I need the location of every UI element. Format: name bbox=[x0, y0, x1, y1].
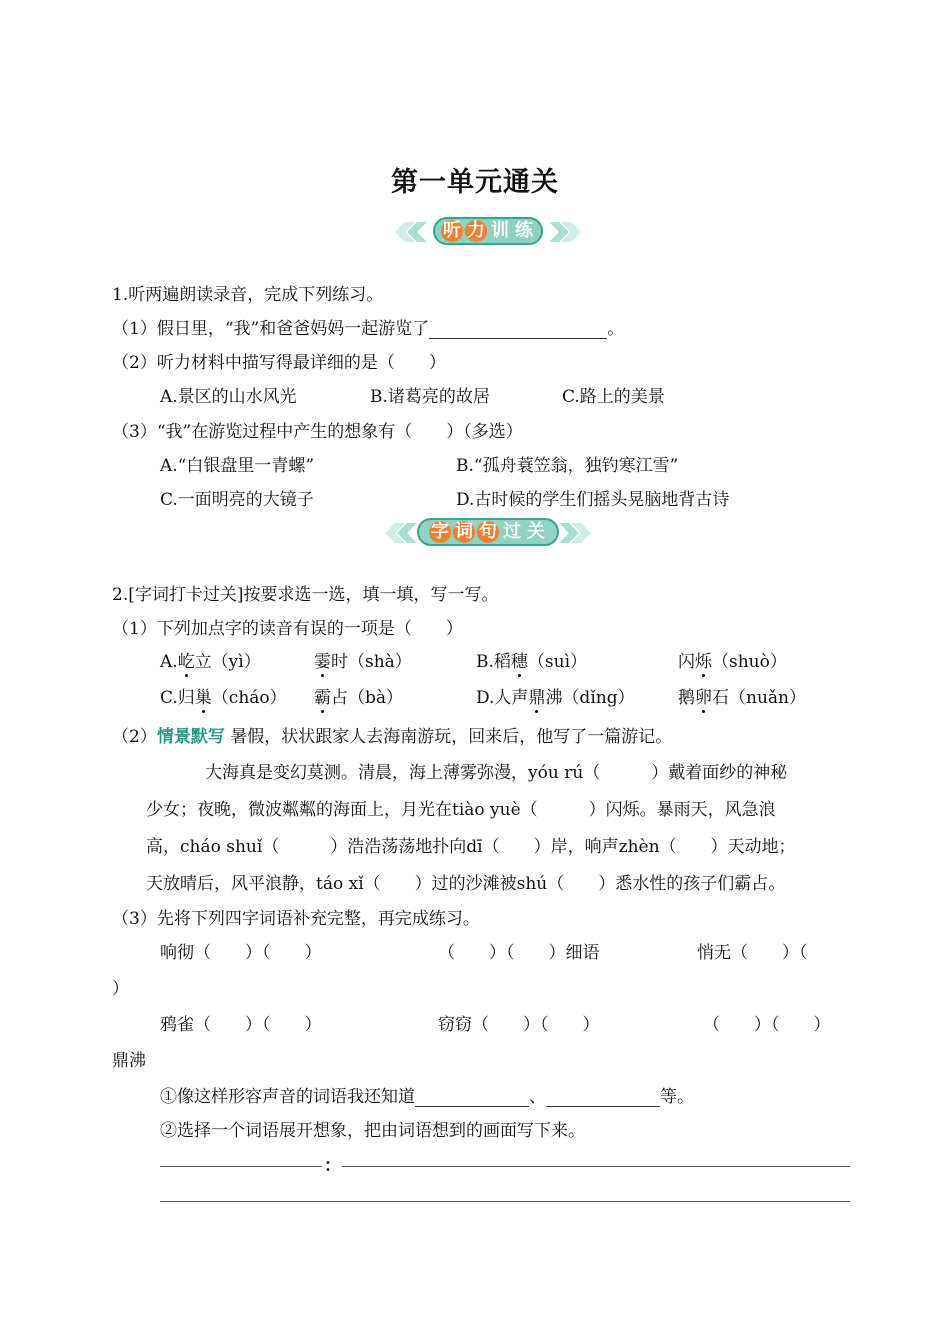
q1-heading: 1.听两遍朗读录音，完成下列练习。 bbox=[112, 285, 384, 305]
q2-option bbox=[314, 683, 403, 708]
option-text: （shuò） bbox=[712, 652, 787, 672]
q2-option bbox=[476, 683, 635, 708]
banner-char: 练 bbox=[515, 220, 533, 241]
dotted-char: 穗 bbox=[510, 652, 528, 672]
answer-line[interactable] bbox=[342, 1166, 850, 1167]
option-text: （cháo） bbox=[211, 688, 287, 708]
passage-line: 高，cháo shuǐ（ ）浩浩荡荡地扑向dī（ ）岸，响声zhèn（ ）天动地； bbox=[146, 837, 796, 857]
sub-label: （2） bbox=[112, 727, 157, 747]
answer-blank[interactable] bbox=[415, 1088, 529, 1107]
q2-sub3: （3）先将下列四字词语补充完整，再完成练习。 bbox=[112, 909, 480, 929]
dotted-char: 霸 bbox=[314, 688, 331, 708]
task-text: ①像这样形容声音的词语我还知道 bbox=[160, 1087, 415, 1107]
banner-char: 句 bbox=[479, 521, 497, 542]
option-text: 占（bà） bbox=[331, 688, 404, 708]
q2-option bbox=[678, 647, 787, 672]
banner-char: 训 bbox=[491, 220, 509, 241]
q2-heading: 2.[字词打卡过关]按要求选一选，填一填，写一写。 bbox=[112, 585, 499, 605]
banner-char: 听 bbox=[443, 220, 461, 241]
q2-sub1: （1）下列加点字的读音有误的一项是（ ） bbox=[112, 619, 463, 639]
q1-part2: （2）听力材料中描写得最详细的是（ ） bbox=[112, 353, 446, 373]
scene-dictation-tag: 情景默写 bbox=[156, 727, 225, 747]
q1-part1 bbox=[112, 314, 624, 339]
passage-line: 少女；夜晚，微波粼粼的海面上，月光在tiào yuè（ ）闪烁。暴雨天，风急浪 bbox=[146, 800, 776, 820]
page-title: 第一单元通关 bbox=[391, 167, 559, 198]
q2-option bbox=[678, 683, 806, 708]
dotted-char: 卵 bbox=[695, 688, 712, 708]
banner-char: 过 bbox=[503, 521, 521, 542]
option-text: B.稻 bbox=[476, 652, 511, 672]
dotted-char: 鼎 bbox=[528, 688, 546, 708]
q1-p3-option-a: A.“白银盘里一青螺” bbox=[160, 456, 315, 476]
option-text: 石（nuǎn） bbox=[712, 688, 806, 708]
colon: ： bbox=[324, 1156, 341, 1176]
q1-part3: （3）“我”在游览过程中产生的想象有（ ）（多选） bbox=[112, 422, 523, 442]
idiom-blank: 窃窃（ ）（ ） bbox=[438, 1015, 600, 1035]
idiom-blank: 响彻（ ）（ ） bbox=[160, 943, 322, 963]
section-banner-listening bbox=[393, 215, 583, 249]
banner-char: 关 bbox=[527, 521, 545, 542]
option-text: 立（yì） bbox=[194, 652, 261, 672]
task-sep: 、 bbox=[529, 1087, 546, 1107]
q2-option bbox=[314, 647, 412, 672]
answer-blank[interactable] bbox=[429, 320, 607, 339]
answer-blank[interactable] bbox=[546, 1088, 660, 1107]
option-text: C.归 bbox=[160, 688, 195, 708]
q2-sub2 bbox=[112, 722, 672, 747]
banner-char: 词 bbox=[455, 521, 473, 542]
option-text: 时（shà） bbox=[331, 652, 412, 672]
option-text: 闪 bbox=[678, 652, 695, 672]
q1-p3-option-b: B.“孤舟蓑笠翁，独钓寒江雪” bbox=[456, 456, 679, 476]
idiom-blank: 鸦雀（ ）（ ） bbox=[160, 1015, 322, 1035]
q2-sub3-task1 bbox=[160, 1082, 694, 1107]
idiom-blank: （ ）（ ）细语 bbox=[438, 943, 600, 963]
option-text: 沸（dǐng） bbox=[545, 688, 635, 708]
answer-line[interactable] bbox=[160, 1201, 850, 1202]
q1-option-a: A.景区的山水风光 bbox=[160, 387, 297, 407]
q2-sub3-task2: ②选择一个词语展开想象，把由词语想到的画面写下来。 bbox=[160, 1121, 585, 1141]
answer-line-word[interactable] bbox=[160, 1166, 322, 1167]
dotted-char: 屹 bbox=[177, 652, 195, 672]
option-text: （suì） bbox=[527, 652, 588, 672]
q1-option-b: B.诸葛亮的故居 bbox=[370, 387, 490, 407]
banner-pill bbox=[433, 217, 543, 245]
q2-option bbox=[160, 683, 287, 708]
dotted-char: 烁 bbox=[695, 652, 712, 672]
option-text: D.人声 bbox=[476, 688, 529, 708]
q1-option-c: C.路上的美景 bbox=[562, 387, 665, 407]
q1-part1-text: （1）假日里，“我”和爸爸妈妈一起游览了 bbox=[112, 319, 430, 339]
banner-char: 字 bbox=[431, 521, 449, 542]
q1-p3-option-c: C.一面明亮的大镜子 bbox=[160, 490, 314, 510]
q1-p3-option-d: D.古时候的学生们摇头晃脑地背古诗 bbox=[456, 490, 730, 510]
q2-option bbox=[476, 647, 587, 672]
sub-intro: 暑假，状状跟家人去海南游玩，回来后，他写了一篇游记。 bbox=[230, 727, 673, 747]
q1-part1-end: 。 bbox=[607, 319, 625, 339]
banner-char: 力 bbox=[467, 220, 485, 241]
option-text: 鹅 bbox=[678, 688, 695, 708]
passage-line: 大海真是变幻莫测。清晨，海上薄雾弥漫，yóu rú（ ）戴着面纱的神秘 bbox=[205, 763, 788, 783]
task-end: 等。 bbox=[660, 1087, 694, 1107]
option-text: A. bbox=[160, 652, 178, 672]
dotted-char: 霎 bbox=[314, 652, 331, 672]
passage-line: 天放晴后，风平浪静，táo xǐ（ ）过的沙滩被shú（ ）悉水性的孩子们霸占。 bbox=[146, 874, 786, 894]
idiom-blank: （ ）（ ） bbox=[703, 1015, 831, 1035]
dotted-char: 巢 bbox=[194, 688, 212, 708]
banner-pill bbox=[417, 518, 559, 546]
idiom-blank: 悄无（ ）（ bbox=[697, 943, 808, 963]
idiom-wrap: ） bbox=[112, 979, 129, 999]
idiom-wrap: 鼎沸 bbox=[112, 1051, 146, 1071]
q2-option bbox=[160, 647, 261, 672]
section-banner-vocabulary bbox=[383, 516, 593, 550]
